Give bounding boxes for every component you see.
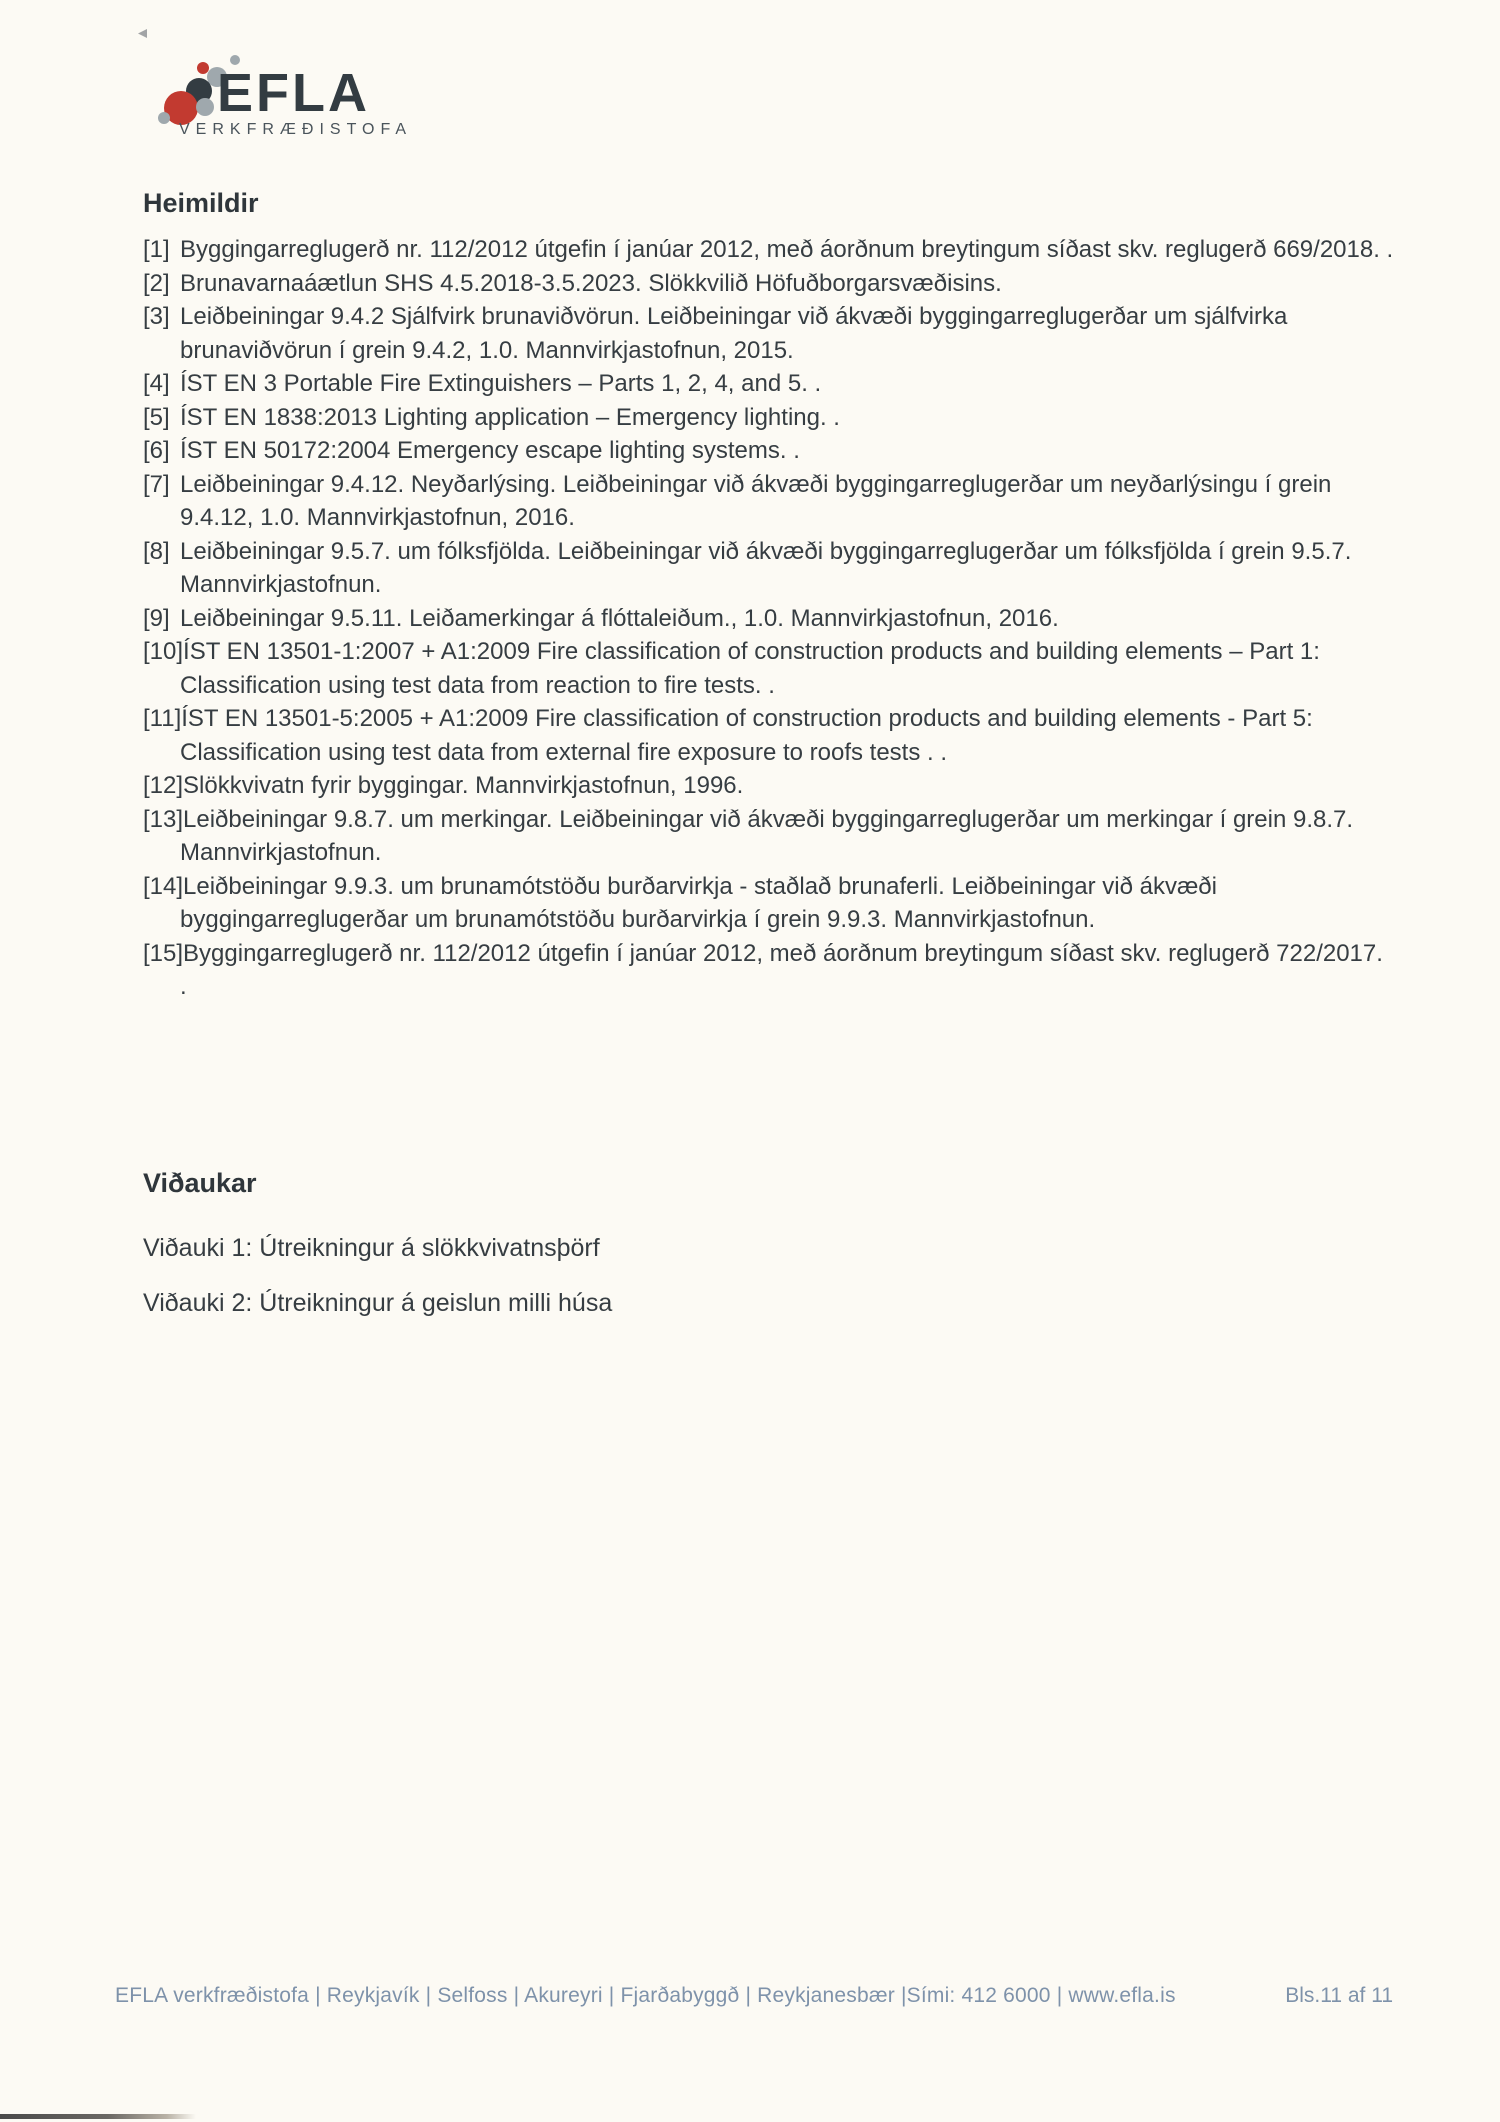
vidaukar-list xyxy=(143,1235,1395,1316)
reference-text: Leiðbeiningar 9.4.12. Neyðarlýsing. Leiðbeiningar við ákvæði byggingarreglugerðar um neyðarlýsingu í grein 9.4.12, 1.0. Mannvirkjastofnun, 2016. xyxy=(180,470,1332,531)
reference-text: ÍST EN 3 Portable Fire Extinguishers – Parts 1, 2, 4, and 5. . xyxy=(180,370,822,397)
reference-item xyxy=(143,434,1395,468)
reference-number: [14] xyxy=(143,872,184,900)
reference-item xyxy=(143,300,1395,367)
appendices-heading: Viðaukar xyxy=(143,1168,257,1198)
reference-item xyxy=(143,367,1395,401)
references-list xyxy=(143,233,1395,1004)
reference-text: Slökkvivatn fyrir byggingar. Mannvirkjastofnun, 1996. xyxy=(183,772,744,799)
reference-number: [11] xyxy=(143,705,182,732)
reference-number: [2] xyxy=(143,269,170,297)
reference-number: [1] xyxy=(143,236,170,263)
reference-number: [10] xyxy=(143,638,184,665)
appendix-item: Viðauki 2: Útreikningur á geislun milli húsa xyxy=(143,1289,613,1317)
reference-text: Leiðbeiningar 9.4.2 Sjálfvirk brunaviðvörun. Leiðbeiningar við ákvæði byggingarreglugerðar um sjálfvirka brunaviðvörun í grein 9.4.2, 1.0. Mannvirkjastofnun, 2015. xyxy=(180,303,1288,364)
reference-number: [8] xyxy=(143,537,170,565)
reference-number: [15] xyxy=(143,939,184,967)
reference-text: Leiðbeiningar 9.8.7. um merkingar. Leiðbeiningar við ákvæði byggingarreglugerðar um merkingar í grein 9.8.7. Mannvirkjastofnun. xyxy=(180,805,1354,866)
scan-edge-artifact xyxy=(0,2114,196,2119)
reference-item xyxy=(143,602,1395,636)
reference-text: ÍST EN 50172:2004 Emergency escape lighting systems. . xyxy=(180,437,800,464)
reference-item xyxy=(143,468,1395,535)
reference-text: Leiðbeiningar 9.9.3. um brunamótstöðu burðarvirkja - staðlað brunaferli. Leiðbeiningar við ákvæði byggingarreglugerðar um brunamótstöðu burðarvirkja í grein 9.9.3. Mannvirkjastofnun. xyxy=(180,872,1217,933)
reference-number: [4] xyxy=(143,370,170,397)
reference-item xyxy=(143,803,1395,870)
reference-number: [3] xyxy=(143,303,170,330)
reference-text: ÍST EN 13501-1:2007 + A1:2009 Fire classification of construction products and building elements – Part 1: Classification using test data from reaction to fire tests. . xyxy=(180,638,1320,699)
reference-item xyxy=(143,769,1395,803)
reference-number: [7] xyxy=(143,470,170,498)
reference-item xyxy=(143,635,1395,702)
reference-text: ÍST EN 13501-5:2005 + A1:2009 Fire classification of construction products and building elements - Part 5: Classification using test data from external fire exposure to roofs tests . . xyxy=(180,705,1313,766)
appendix-item: Viðauki 1: Útreikningur á slökkvivatnsþörf xyxy=(143,1234,600,1262)
reference-item xyxy=(143,702,1395,769)
reference-text: Leiðbeiningar 9.5.11. Leiðamerkingar á flóttaleiðum., 1.0. Mannvirkjastofnun, 2016. xyxy=(180,604,1059,632)
reference-number: [13] xyxy=(143,805,184,833)
reference-number: [6] xyxy=(143,437,170,464)
reference-item xyxy=(143,937,1395,1004)
reference-text: Byggingarreglugerð nr. 112/2012 útgefin í janúar 2012, með áorðnum breytingum síðast skv. reglugerð 669/2018. . xyxy=(180,236,1394,263)
footer-page-number: Bls.11 af 11 xyxy=(1285,1984,1393,2007)
appendices-section xyxy=(143,1168,1395,1316)
reference-item xyxy=(143,535,1395,602)
reference-item xyxy=(143,233,1395,267)
references-section xyxy=(143,188,1395,1004)
reference-item xyxy=(143,267,1395,301)
reference-text: Brunavarnaáætlun SHS 4.5.2018-3.5.2023. Slökkvilið Höfuðborgarsvæðisins. xyxy=(180,269,1002,297)
efla-logo xyxy=(155,42,415,152)
page-footer xyxy=(115,1984,1393,2008)
reference-text: Byggingarreglugerð nr. 112/2012 útgefin í janúar 2012, með áorðnum breytingum síðast skv. reglugerð 722/2017. . xyxy=(180,939,1383,1000)
reference-text: Leiðbeiningar 9.5.7. um fólksfjölda. Leiðbeiningar við ákvæði byggingarreglugerðar um fólksfjölda í grein 9.5.7. Mannvirkjastofnun. xyxy=(180,537,1352,598)
reference-number: [12] xyxy=(143,772,184,799)
reference-item xyxy=(143,401,1395,435)
scan-speck-artifact xyxy=(138,29,147,38)
efla-logo-subtitle: VERKFRÆÐISTOFA xyxy=(179,121,413,138)
references-heading: Heimildir xyxy=(143,188,259,218)
footer-company-info: EFLA verkfræðistofa | Reykjavík | Selfoss | Akureyri | Fjarðabyggð | Reykjanesbær |Sími: 412 6000 | www.efla.is xyxy=(115,1984,1176,2007)
reference-number: [5] xyxy=(143,403,170,431)
efla-logo-wordmark: EFLA xyxy=(217,63,370,123)
reference-text: ÍST EN 1838:2013 Lighting application – Emergency lighting. . xyxy=(180,403,840,431)
reference-item xyxy=(143,870,1395,937)
reference-number: [9] xyxy=(143,604,170,632)
